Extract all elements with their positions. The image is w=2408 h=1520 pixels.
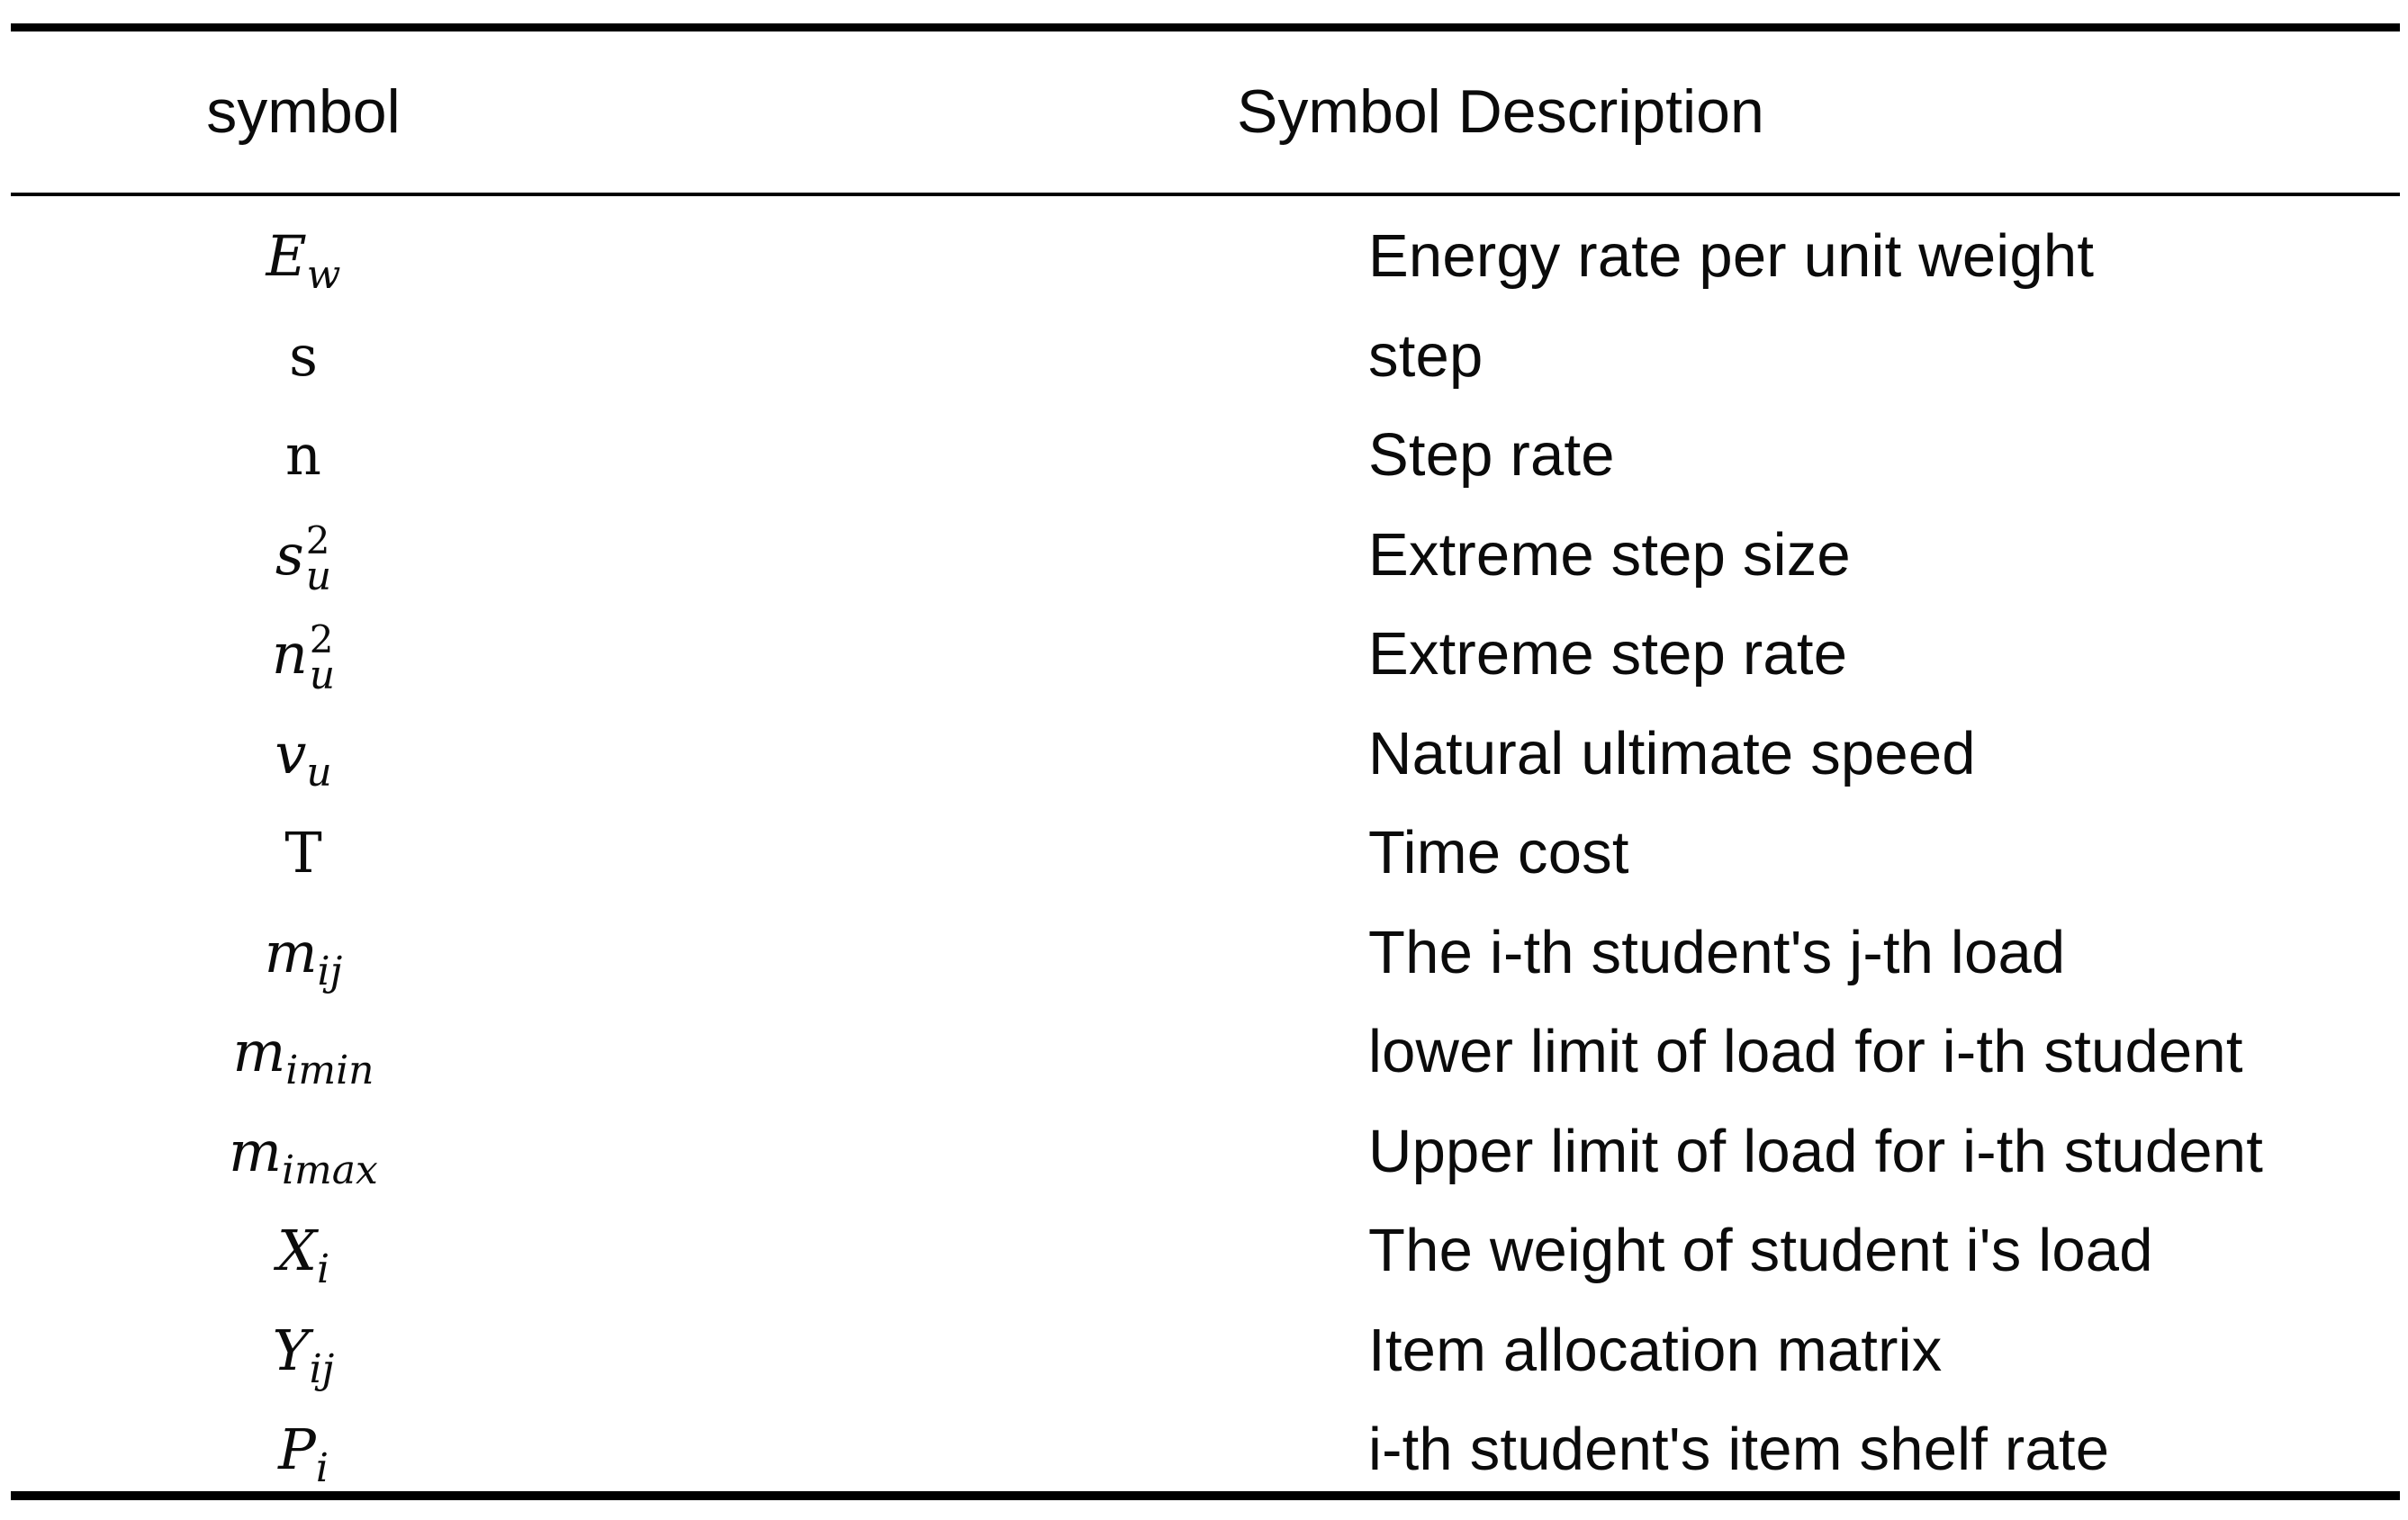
table-bottom-rule xyxy=(11,1491,2400,1500)
symbol-subscript: u xyxy=(309,652,336,699)
table-header-rule xyxy=(11,193,2400,196)
table-row xyxy=(11,1201,2400,1301)
table-row xyxy=(11,804,2400,904)
table-row xyxy=(11,1400,2400,1500)
symbol-base: m xyxy=(229,1118,282,1184)
description-cell: Upper limit of load for i-th student xyxy=(1368,1117,2264,1185)
symbol-base: m xyxy=(264,919,318,985)
symbol-cell xyxy=(11,1102,596,1202)
symbol-subscript: imin xyxy=(285,1048,374,1094)
table-row xyxy=(11,1301,2400,1401)
symbol-cell xyxy=(11,406,596,506)
symbol-subscript: i xyxy=(315,1445,329,1492)
symbol-cell xyxy=(11,1201,596,1301)
symbol-base: n xyxy=(271,621,308,687)
symbol-base: s xyxy=(275,521,304,588)
table-row xyxy=(11,506,2400,606)
description-cell: Time cost xyxy=(1368,819,1629,886)
description-cell: The i-th student's j-th load xyxy=(1368,918,2066,986)
symbol-superscript: 2 xyxy=(309,617,334,662)
symbol-cell xyxy=(11,207,596,307)
table-row xyxy=(11,1102,2400,1202)
symbol-base: v xyxy=(275,720,307,787)
table-top-rule xyxy=(11,23,2400,31)
symbol-cell xyxy=(11,307,596,407)
description-cell: step xyxy=(1368,321,1484,390)
symbol-subscript: u xyxy=(306,749,332,796)
description-cell: Extreme step rate xyxy=(1368,620,1848,688)
symbol-cell xyxy=(11,705,596,805)
symbol-table xyxy=(11,23,2400,1505)
symbol-base: X xyxy=(276,1218,318,1283)
table-row xyxy=(11,406,2400,506)
table-row xyxy=(11,904,2400,1003)
table-header-row xyxy=(11,31,2400,193)
symbol-superscript: 2 xyxy=(305,517,330,562)
table-row xyxy=(11,1003,2400,1102)
symbol-base: n xyxy=(285,422,321,488)
symbol-script-stack xyxy=(305,517,332,599)
symbol-subscript: u xyxy=(305,553,332,599)
description-cell: The weight of student i's load xyxy=(1368,1217,2153,1284)
symbol-subscript: ij xyxy=(309,1345,335,1392)
symbol-subscript: imax xyxy=(281,1147,378,1193)
table-row xyxy=(11,605,2400,705)
description-cell: Natural ultimate speed xyxy=(1368,719,1976,787)
symbol-base: m xyxy=(232,1019,286,1084)
description-cell: Extreme step size xyxy=(1368,520,1851,589)
symbol-base: s xyxy=(289,322,318,389)
symbol-script-stack xyxy=(309,617,336,699)
symbol-cell xyxy=(11,1003,596,1102)
symbol-cell xyxy=(11,904,596,1003)
symbol-cell xyxy=(11,506,596,606)
description-cell: Item allocation matrix xyxy=(1368,1316,1943,1384)
description-cell: Energy rate per unit weight xyxy=(1368,222,2095,290)
symbol-cell xyxy=(11,804,596,904)
table-body xyxy=(11,207,2400,1500)
description-cell: Step rate xyxy=(1368,421,1615,489)
symbol-subscript: i xyxy=(317,1246,330,1293)
symbol-base: Y xyxy=(272,1317,310,1383)
description-cell: i-th student's item shelf rate xyxy=(1368,1416,2110,1483)
symbol-base: P xyxy=(278,1417,316,1482)
header-symbol-description: Symbol Description xyxy=(1237,77,1764,146)
table-row xyxy=(11,705,2400,805)
symbol-base: E xyxy=(266,223,307,289)
table-row xyxy=(11,207,2400,307)
symbol-subscript: ij xyxy=(317,948,343,994)
header-symbol: symbol xyxy=(206,77,401,146)
table-row xyxy=(11,307,2400,407)
symbol-cell xyxy=(11,605,596,705)
symbol-cell xyxy=(11,1301,596,1401)
symbol-cell xyxy=(11,1400,596,1500)
symbol-base: T xyxy=(284,820,322,886)
description-cell: lower limit of load for i-th student xyxy=(1368,1018,2243,1085)
symbol-subscript: w xyxy=(306,252,341,299)
